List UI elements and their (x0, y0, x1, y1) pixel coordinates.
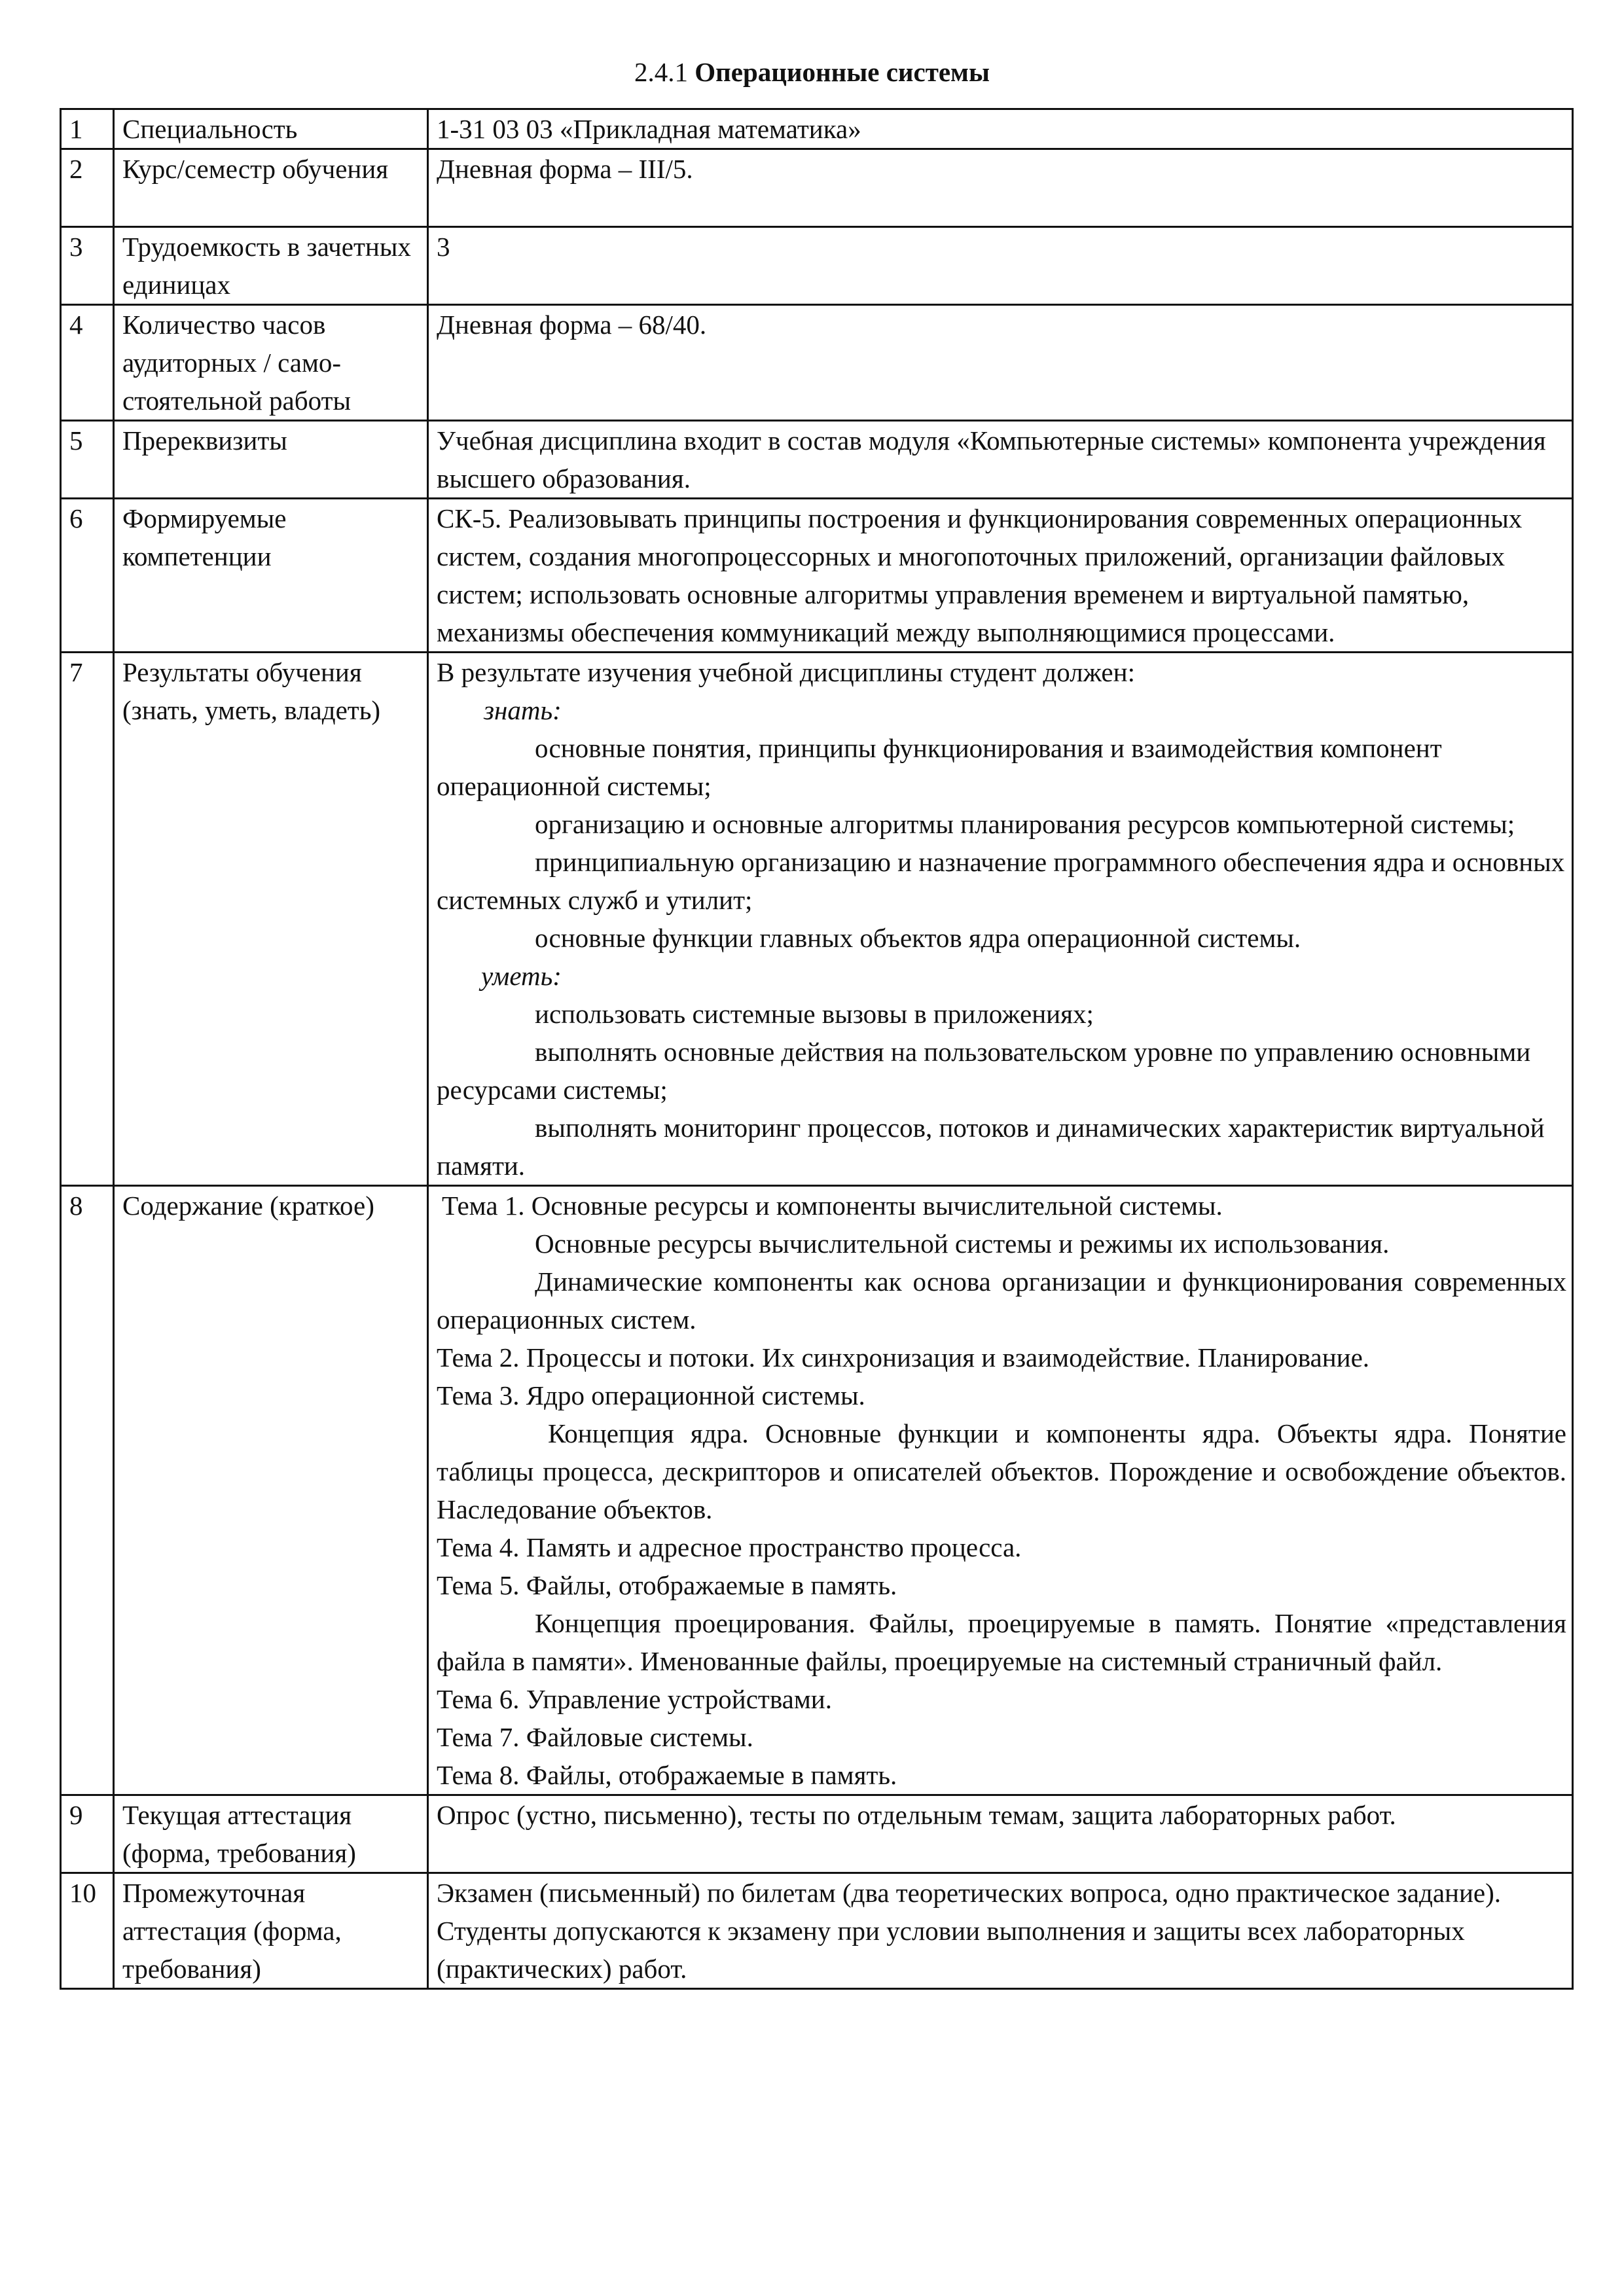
table-row (61, 109, 1573, 149)
section-number: 2.4.1 (634, 57, 688, 87)
topic-heading: Тема 3. Ядро операционной системы. (437, 1380, 865, 1410)
exam-line: Экзамен (письменный) по билетам (два теоретических вопроса, одно практическое задание). (437, 1878, 1502, 1908)
row-label: Результаты обучения (знать, уметь, владеть) (114, 653, 428, 1186)
row-number: 3 (61, 227, 114, 305)
row-number: 8 (61, 1186, 114, 1795)
topic-heading: Тема 7. Файловые системы. (437, 1722, 753, 1752)
row-value: Учебная дисциплина входит в состав модуля «Компьютерные системы» компонента учреждения высшего образования. (428, 421, 1573, 499)
topic-description: Динамические компоненты как основа организации и функционирования современных операционных систем. (437, 1266, 1566, 1335)
row-number: 5 (61, 421, 114, 499)
topic-heading: Тема 4. Память и адресное пространство процесса. (437, 1532, 1022, 1562)
table-row (61, 1873, 1573, 1989)
topic-description: Концепция ядра. Основные функции и компоненты ядра. Объекты ядра. Понятие таблицы процесса, дескрипторов и описателей объектов. Порождение и освобождение объектов. Наследование объектов. (437, 1418, 1566, 1524)
topic-description: Основные ресурсы вычислительной системы и режимы их использования. (535, 1229, 1390, 1259)
know-heading: знать: (484, 695, 562, 725)
row-label: Формируемые компетенции (114, 499, 428, 653)
table-row (61, 653, 1573, 1186)
know-item: организацию и основные алгоритмы планирования ресурсов компьютерной системы; (535, 809, 1515, 839)
row-value: Дневная форма – III/5. (428, 149, 1573, 227)
table-row (61, 421, 1573, 499)
row-number: 2 (61, 149, 114, 227)
row-label: Текущая аттестация (форма, требования) (114, 1795, 428, 1873)
exam-line: Студенты допускаются к экзамену при условии выполнения и защиты всех лабораторных (практических) работ. (437, 1916, 1465, 1984)
course-info-table (60, 108, 1574, 1990)
topic-heading: Тема 1. Основные ресурсы и компоненты вычислительной системы. (442, 1191, 1223, 1221)
row-value: 3 (428, 227, 1573, 305)
row-label: Промежуточная аттестация (форма, требования) (114, 1873, 428, 1989)
row-number: 7 (61, 653, 114, 1186)
know-item: основные функции главных объектов ядра операционной системы. (535, 923, 1301, 953)
table-row (61, 1795, 1573, 1873)
learning-outcomes (428, 653, 1573, 1186)
row-value: 1-31 03 03 «Прикладная математика» (428, 109, 1573, 149)
row-number: 9 (61, 1795, 114, 1873)
topic-heading: Тема 5. Файлы, отображаемые в память. (437, 1570, 897, 1600)
section-title: Операционные системы (695, 57, 990, 87)
topic-heading: Тема 6. Управление устройствами. (437, 1684, 832, 1714)
can-item: выполнять мониторинг процессов, потоков и динамических характеристик виртуальной памяти. (437, 1113, 1545, 1181)
row-label: Количество часов аудиторных / само-стоятельной работы (114, 305, 428, 421)
topic-description: Концепция проецирования. Файлы, проецируемые в память. Понятие «представления файла в памяти». Именованные файлы, проецируемые на системный страничный файл. (437, 1608, 1566, 1676)
row-label: Содержание (краткое) (114, 1186, 428, 1795)
know-item: основные понятия, принципы функционирования и взаимодействия компонент операционной системы; (437, 733, 1442, 801)
page-title (0, 52, 1624, 92)
row-number: 1 (61, 109, 114, 149)
row-value: СК-5. Реализовывать принципы построения и функционирования современных операционных систем, создания многопроцессорных и многопоточных приложений, организации файловых систем; использовать основные алгоритмы управления временем и виртуальной памятью, механизмы обеспечения коммуникаций между выполняющимися процессами. (428, 499, 1573, 653)
know-item: принципиальную организацию и назначение программного обеспечения ядра и основных системных служб и утилит; (437, 847, 1565, 915)
table-row (61, 1186, 1573, 1795)
row-value: Опрос (устно, письменно), тесты по отдельным темам, защита лабораторных работ. (428, 1795, 1573, 1873)
table-row (61, 499, 1573, 653)
row-value: Дневная форма – 68/40. (428, 305, 1573, 421)
can-item: выполнять основные действия на пользовательском уровне по управлению основными ресурсами системы; (437, 1037, 1531, 1105)
can-heading: уметь: (481, 961, 562, 991)
course-content (428, 1186, 1573, 1795)
row-label: Пререквизиты (114, 421, 428, 499)
row-label: Курс/семестр обучения (114, 149, 428, 227)
row-label: Трудоемкость в зачетных единицах (114, 227, 428, 305)
row-number: 10 (61, 1873, 114, 1989)
can-item: использовать системные вызовы в приложениях; (535, 999, 1094, 1029)
table-row (61, 305, 1573, 421)
topic-heading: Тема 2. Процессы и потоки. Их синхронизация и взаимодействие. Планирование. (437, 1342, 1370, 1372)
topic-heading: Тема 8. Файлы, отображаемые в память. (437, 1760, 897, 1790)
outcomes-intro: В результате изучения учебной дисциплины студент должен: (437, 657, 1135, 687)
exam-info (428, 1873, 1573, 1989)
table-row (61, 149, 1573, 227)
table-row (61, 227, 1573, 305)
row-label: Специальность (114, 109, 428, 149)
row-number: 6 (61, 499, 114, 653)
row-number: 4 (61, 305, 114, 421)
